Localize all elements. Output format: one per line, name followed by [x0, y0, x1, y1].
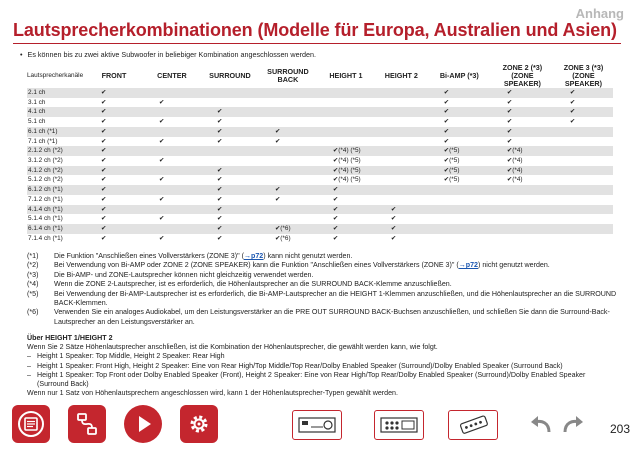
- note-2-text: [54, 261, 617, 270]
- height-item-2-text: Height 1 Speaker: Front High, Height 2 Speaker: Eine von Rear High/Top Middle/Top Rear/Dolby Enabled Speaker (Surround)/Dolby Enabled Speaker (Surround Back): [37, 361, 563, 370]
- cell-surround: ✔: [201, 175, 259, 185]
- cell-surround-back: [259, 98, 317, 108]
- note-4-text: Wenn die ZONE 2-Lautsprecher, ist es erforderlich, die Höhenlautsprecher an die SURROUND BACK-Klemme anzuschließen.: [54, 280, 452, 289]
- col-header-zone2-l2: (ZONE: [511, 71, 534, 80]
- table-row: [27, 175, 613, 185]
- note-5: [27, 290, 617, 309]
- table-row: [27, 195, 613, 205]
- cell-zone2: ✔: [491, 127, 554, 137]
- cell-zone2: ✔: [491, 98, 554, 108]
- height-heading: Über HEIGHT 1/HEIGHT 2: [27, 334, 113, 342]
- cell-front: ✔: [85, 156, 143, 166]
- note-6-mark: (*6): [27, 308, 39, 317]
- cell-zone3: [554, 185, 613, 195]
- forward-button[interactable]: [560, 412, 586, 438]
- table-row: [27, 224, 613, 234]
- note-2-text-b: ) nicht genutzt werden.: [478, 261, 550, 270]
- cell-surround-back: [259, 88, 317, 98]
- cell-height2: ✔: [375, 234, 428, 244]
- cell-front: ✔: [85, 146, 143, 156]
- cell-height2: ✔: [375, 205, 428, 215]
- cell-surround: ✔: [201, 127, 259, 137]
- cell-surround: ✔: [201, 205, 259, 215]
- cell-height1: [317, 137, 375, 147]
- cell-center: ✔: [143, 214, 201, 224]
- cell-height2: [375, 107, 428, 117]
- note-4-mark: (*4): [27, 280, 39, 289]
- cell-zone2: [491, 185, 554, 195]
- cell-front: ✔: [85, 88, 143, 98]
- note-5-text: Bei Verwendung der Bi-AMP-Lautsprecher ist es erforderlich, die Bi-AMP-Lautsprecher an die HEIGHT 1-Klemmen anzuschließen, und die Höhenlautsprecher an die SURROUND BACK-Klemmen.: [54, 289, 617, 308]
- note-6: [27, 308, 617, 327]
- cell-surround-back: [259, 117, 317, 127]
- cell-biamp: [428, 214, 491, 224]
- cell-zone3: [554, 127, 613, 137]
- cell-biamp: [428, 185, 491, 195]
- redo-arrow-icon: [560, 412, 586, 438]
- dash-mark: –: [27, 370, 31, 379]
- cell-height2: [375, 137, 428, 147]
- playback-button[interactable]: [124, 405, 162, 443]
- cell-center: [143, 127, 201, 137]
- remote-button[interactable]: [448, 410, 498, 440]
- contents-button[interactable]: [12, 405, 50, 443]
- col-header-surround: SURROUND: [209, 71, 251, 80]
- cell-biamp: [428, 205, 491, 215]
- intro-text: [20, 50, 316, 59]
- note-3-text: Die Bi-AMP- und ZONE-Lautsprecher können nicht gleichzeitig verwendet werden.: [54, 270, 314, 279]
- cell-zone3: ✔: [554, 117, 613, 127]
- table-row: [27, 185, 613, 195]
- cell-height1: ✔: [317, 185, 375, 195]
- col-header-surround-back-l1: SURROUND: [267, 67, 309, 76]
- col-header-height2: HEIGHT 2: [384, 71, 418, 80]
- cell-height2: [375, 127, 428, 137]
- cell-surround: ✔: [201, 224, 259, 234]
- col-header-zone2-l1: ZONE 2 (*3): [502, 63, 543, 72]
- cell-zone3: ✔: [554, 88, 613, 98]
- cell-front: ✔: [85, 98, 143, 108]
- cell-surround: [201, 146, 259, 156]
- table-row: [27, 127, 613, 137]
- cell-surround: ✔: [201, 185, 259, 195]
- gear-icon: [184, 409, 214, 439]
- height-outro: Wenn nur 1 Satz von Höhenlautsprechern angeschlossen wird, kann 1 der Höhenlautsprecher-Typen gewählt werden.: [27, 389, 398, 398]
- cell-height2: [375, 98, 428, 108]
- col-header-front: FRONT: [101, 71, 127, 80]
- cell-center: [143, 88, 201, 98]
- cell-channel: 7.1.2 ch (*1): [27, 195, 85, 205]
- cell-front: ✔: [85, 214, 143, 224]
- cell-zone2: ✔: [491, 117, 554, 127]
- cell-center: [143, 107, 201, 117]
- cell-surround: [201, 156, 259, 166]
- table-row: [27, 146, 613, 156]
- cell-zone2: [491, 205, 554, 215]
- cell-center: [143, 185, 201, 195]
- page-link-p72[interactable]: →p72: [458, 261, 479, 270]
- cell-zone3: [554, 146, 613, 156]
- dash-mark: –: [27, 352, 31, 361]
- col-header-zone3: [554, 64, 613, 88]
- cell-channel: 7.1 ch (*1): [27, 137, 85, 147]
- cell-front: ✔: [85, 127, 143, 137]
- cell-front: ✔: [85, 175, 143, 185]
- cell-height2: ✔: [375, 214, 428, 224]
- cell-zone2: [491, 214, 554, 224]
- cell-surround-back: ✔(*6): [259, 224, 317, 234]
- col-header-height1: HEIGHT 1: [329, 71, 363, 80]
- cell-zone3: [554, 224, 613, 234]
- play-icon: [128, 409, 158, 439]
- cell-zone2: ✔: [491, 107, 554, 117]
- cell-channel: 5.1.4 ch (*1): [27, 214, 85, 224]
- front-panel-icon: [297, 414, 337, 436]
- cell-height1: [317, 127, 375, 137]
- cell-channel: 4.1 ch: [27, 107, 85, 117]
- cell-surround-back: [259, 205, 317, 215]
- cell-surround: [201, 88, 259, 98]
- note-2: [27, 261, 617, 270]
- cell-front: ✔: [85, 224, 143, 234]
- title-rule: [13, 43, 621, 44]
- cell-surround-back: [259, 175, 317, 185]
- cell-surround-back: ✔(*6): [259, 234, 317, 244]
- note-1: [27, 252, 617, 261]
- table-body: [27, 88, 613, 244]
- cell-surround: ✔: [201, 137, 259, 147]
- cell-center: [143, 205, 201, 215]
- col-header-surround-back-l2: BACK: [277, 75, 299, 84]
- cell-surround: [201, 98, 259, 108]
- cell-surround: ✔: [201, 234, 259, 244]
- footnotes: [27, 252, 617, 327]
- cell-center: [143, 224, 201, 234]
- page-link-p72[interactable]: →p72: [243, 252, 264, 260]
- cell-biamp: ✔: [428, 137, 491, 147]
- cell-height1: ✔: [317, 195, 375, 205]
- cell-surround: ✔: [201, 214, 259, 224]
- cell-height1: ✔: [317, 205, 375, 215]
- col-header-center: CENTER: [157, 71, 187, 80]
- table-row: [27, 107, 613, 117]
- back-button[interactable]: [528, 412, 554, 438]
- cell-biamp: ✔: [428, 107, 491, 117]
- note-3: [27, 271, 617, 280]
- height-item-1-text: Height 1 Speaker: Top Middle, Height 2 Speaker: Rear High: [37, 352, 225, 361]
- intro-label: Es können bis zu zwei aktive Subwoofer in beliebiger Kombination angeschlossen werden.: [27, 50, 316, 59]
- undo-arrow-icon: [528, 412, 554, 438]
- cell-biamp: ✔: [428, 127, 491, 137]
- cell-surround-back: [259, 214, 317, 224]
- cell-channel: 3.1 ch: [27, 98, 85, 108]
- cell-height2: [375, 185, 428, 195]
- table-row: [27, 214, 613, 224]
- cell-surround-back: ✔: [259, 185, 317, 195]
- table-header-row: [27, 64, 613, 88]
- cell-height1: [317, 98, 375, 108]
- intro-bullet: •: [20, 50, 23, 59]
- cell-surround: ✔: [201, 195, 259, 205]
- table-row: [27, 98, 613, 108]
- height-intro: Wenn Sie 2 Sätze Höhenlautsprecher anschließen, ist die Kombination der Höhenlautsprecher, die gewählt werden kann, wie folgt.: [27, 343, 438, 352]
- cell-zone3: [554, 234, 613, 244]
- cell-zone3: [554, 214, 613, 224]
- cell-height2: [375, 166, 428, 176]
- cell-channel: 6.1.2 ch (*1): [27, 185, 85, 195]
- cell-biamp: ✔(*5): [428, 175, 491, 185]
- cell-front: ✔: [85, 234, 143, 244]
- cell-front: ✔: [85, 195, 143, 205]
- cell-channel: 5.1 ch: [27, 117, 85, 127]
- cell-biamp: [428, 224, 491, 234]
- table-row: [27, 137, 613, 147]
- table-row: [27, 205, 613, 215]
- cell-height1: ✔: [317, 234, 375, 244]
- cell-surround-back: [259, 166, 317, 176]
- cell-height2: [375, 117, 428, 127]
- cell-front: ✔: [85, 117, 143, 127]
- cell-center: ✔: [143, 98, 201, 108]
- cell-surround-back: ✔: [259, 137, 317, 147]
- col-header-channels: Lautsprecherkanäle: [27, 72, 84, 79]
- cell-front: ✔: [85, 185, 143, 195]
- cell-surround-back: [259, 156, 317, 166]
- height-item-3-text: Height 1 Speaker: Top Front oder Dolby Enabled Speaker (Front), Height 2 Speaker: Eine von Rear High/Top Rear/Dolby Enabled Speaker (Surround)/Dolby Enabled Speaker (Surround Back): [37, 370, 586, 389]
- cell-height2: [375, 156, 428, 166]
- note-2-text-a: Bei Verwendung von Bi-AMP oder ZONE 2 (ZONE SPEAKER) kann die Funktion "Anschließen eines Vollverstärkers (ZONE 3)" (: [54, 261, 459, 270]
- cell-zone3: [554, 175, 613, 185]
- cell-zone2: [491, 234, 554, 244]
- height-item-2: [27, 362, 617, 371]
- cell-biamp: [428, 195, 491, 205]
- cell-surround-back: ✔: [259, 127, 317, 137]
- table-row: [27, 117, 613, 127]
- page-number: 203: [609, 422, 630, 436]
- cell-surround-back: [259, 107, 317, 117]
- dash-mark: –: [27, 361, 31, 370]
- col-header-surround-back: [259, 64, 317, 88]
- cell-zone3: [554, 137, 613, 147]
- cell-biamp: ✔: [428, 98, 491, 108]
- col-header-biamp: Bi-AMP (*3): [439, 71, 479, 80]
- note-1-text-a: Die Funktion "Anschließen eines Vollverstärkers (ZONE 3)" (: [54, 252, 244, 260]
- cell-zone2: ✔(*4): [491, 166, 554, 176]
- height-item-1: [27, 352, 617, 361]
- table-row: [27, 234, 613, 244]
- cell-height1: [317, 107, 375, 117]
- cell-height2: [375, 195, 428, 205]
- cell-height1: ✔(*4) (*5): [317, 166, 375, 176]
- col-header-zone2: [491, 64, 554, 88]
- setup-button[interactable]: [180, 405, 218, 443]
- cell-biamp: ✔(*5): [428, 146, 491, 156]
- note-6-text: Verwenden Sie ein analoges Audiokabel, um den Leistungsverstärker an die PRE OUT SURROUND BACK-Buchsen anzuschließen, und schließen Sie dann die Surround-Back-Lautsprecher an den Leistungsverstärker an.: [54, 308, 610, 326]
- cell-biamp: ✔: [428, 88, 491, 98]
- cell-biamp: ✔(*5): [428, 166, 491, 176]
- cell-biamp: [428, 234, 491, 244]
- cell-surround-back: [259, 146, 317, 156]
- cell-biamp: ✔: [428, 117, 491, 127]
- note-2-mark: (*2): [27, 261, 39, 270]
- cell-channel: 7.1.4 ch (*1): [27, 234, 85, 244]
- cell-height1: ✔(*4) (*5): [317, 175, 375, 185]
- cell-zone2: ✔(*4): [491, 146, 554, 156]
- table-row: [27, 166, 613, 176]
- speaker-combination-table: [27, 64, 613, 244]
- note-1-text-b: ) kann nicht genutzt werden.: [263, 252, 353, 260]
- cell-surround: ✔: [201, 117, 259, 127]
- cell-zone3: ✔: [554, 98, 613, 108]
- cell-height1: ✔: [317, 224, 375, 234]
- col-header-zone3-l2: (ZONE: [572, 71, 595, 80]
- cell-surround-back: ✔: [259, 195, 317, 205]
- cell-zone3: [554, 195, 613, 205]
- remote-icon: [453, 414, 493, 436]
- height-item-3: [27, 371, 617, 389]
- cell-channel: 6.1 ch (*1): [27, 127, 85, 137]
- cell-center: [143, 166, 201, 176]
- col-header-zone2-l3: SPEAKER): [503, 79, 541, 88]
- col-header-zone3-l1: ZONE 3 (*3): [563, 63, 604, 72]
- cell-channel: 2.1 ch: [27, 88, 85, 98]
- note-4: [27, 280, 617, 289]
- note-1-text: [54, 252, 617, 261]
- cell-height1: ✔: [317, 214, 375, 224]
- table-row: [27, 88, 613, 98]
- cell-channel: 2.1.2 ch (*2): [27, 146, 85, 156]
- cell-channel: 6.1.4 ch (*1): [27, 224, 85, 234]
- cell-biamp: ✔(*5): [428, 156, 491, 166]
- cell-height2: [375, 175, 428, 185]
- cell-surround: ✔: [201, 107, 259, 117]
- page-title: Lautsprecherkombinationen (Modelle für Europa, Australien und Asien): [13, 20, 617, 40]
- cell-channel: 4.1.4 ch (*1): [27, 205, 85, 215]
- cell-zone3: [554, 156, 613, 166]
- cell-channel: 3.1.2 ch (*2): [27, 156, 85, 166]
- cell-height1: ✔(*4) (*5): [317, 146, 375, 156]
- cell-center: ✔: [143, 137, 201, 147]
- cell-zone3: [554, 205, 613, 215]
- cell-front: ✔: [85, 107, 143, 117]
- cell-front: ✔: [85, 166, 143, 176]
- cell-zone2: [491, 195, 554, 205]
- note-1-mark: (*1): [27, 252, 39, 260]
- rear-panel-button[interactable]: [374, 410, 424, 440]
- section-tag: Anhang: [575, 6, 624, 21]
- cell-channel: 4.1.2 ch (*2): [27, 166, 85, 176]
- cell-height2: [375, 146, 428, 156]
- cell-height2: [375, 88, 428, 98]
- cell-center: [143, 146, 201, 156]
- cell-center: ✔: [143, 234, 201, 244]
- cell-front: ✔: [85, 205, 143, 215]
- cell-height1: [317, 117, 375, 127]
- cell-height2: ✔: [375, 224, 428, 234]
- cell-zone2: ✔(*4): [491, 156, 554, 166]
- cell-center: ✔: [143, 117, 201, 127]
- cell-zone2: [491, 224, 554, 234]
- cell-zone3: [554, 166, 613, 176]
- rear-panel-icon: [379, 414, 419, 436]
- table-row: [27, 156, 613, 166]
- cable-icon: [72, 409, 102, 439]
- cell-front: ✔: [85, 137, 143, 147]
- note-3-mark: (*3): [27, 270, 39, 279]
- note-5-mark: (*5): [27, 289, 39, 298]
- connections-button[interactable]: [68, 405, 106, 443]
- cell-zone2: ✔(*4): [491, 175, 554, 185]
- cell-center: ✔: [143, 156, 201, 166]
- cell-zone2: ✔: [491, 88, 554, 98]
- cell-zone2: ✔: [491, 137, 554, 147]
- cell-surround: ✔: [201, 166, 259, 176]
- cell-center: ✔: [143, 195, 201, 205]
- cell-channel: 5.1.2 ch (*2): [27, 175, 85, 185]
- cell-zone3: ✔: [554, 107, 613, 117]
- cell-height1: [317, 88, 375, 98]
- cell-center: ✔: [143, 175, 201, 185]
- col-header-zone3-l3: SPEAKER): [564, 79, 603, 88]
- cell-height1: ✔(*4) (*5): [317, 156, 375, 166]
- front-panel-button[interactable]: [292, 410, 342, 440]
- book-icon: [16, 409, 46, 439]
- height-section: [27, 334, 617, 398]
